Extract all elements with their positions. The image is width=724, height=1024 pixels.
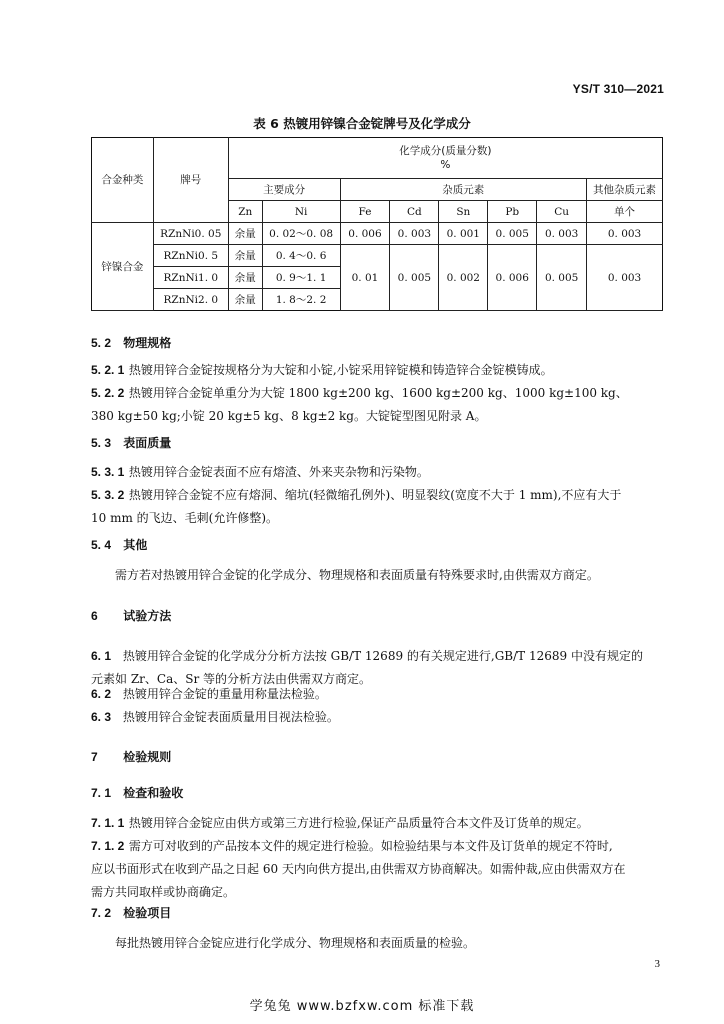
zn-cell: 余量 (228, 267, 262, 289)
section-5-2 (91, 332, 663, 355)
section-7-1: 7. 1 检查和验收 (91, 786, 184, 800)
clause-6-3: 6. 3 热镀用锌合金锭表面质量用目视法检验。 (91, 710, 339, 724)
grade-cell: RZnNi0. 5 (153, 245, 228, 267)
section-6: 6 试验方法 (91, 609, 172, 623)
header-sn: Sn (439, 201, 488, 223)
fe-cell: 0. 006 (340, 223, 390, 245)
zn-cell: 余量 (228, 289, 262, 311)
cu-cell: 0. 003 (537, 223, 587, 245)
clause-5-4-text: 需方若对热镀用锌合金锭的化学成分、物理规格和表面质量有特殊要求时,由供需双方商定。 (115, 568, 599, 582)
clause-6-1: 6. 1 热镀用锌合金锭的化学成分分析方法按 GB/T 12689 的有关规定进行,GB/T 12689 中没有规定的 元素如 Zr、Ca、Sr 等的分析方法由供需双方商定。 (91, 649, 643, 686)
section-5-4: 5. 4 其他 (91, 538, 148, 552)
cu-cell: 0. 005 (537, 245, 587, 311)
header-cu: Cu (537, 201, 587, 223)
zn-cell: 余量 (228, 245, 262, 267)
header-percent: % (440, 159, 451, 171)
ni-cell: 0. 4～0. 6 (262, 245, 340, 267)
table-row (92, 223, 663, 245)
header-zn: Zn (228, 201, 262, 223)
pb-cell: 0. 006 (488, 245, 537, 311)
clause-5-2-1: 5. 2. 1 热镀用锌合金锭按规格分为大锭和小锭,小锭采用锌锭模和铸造锌合金锭模铸成。 (91, 363, 553, 377)
footer-watermark: 学兔兔 www.bzfxw.com 标准下载 (249, 999, 475, 1014)
single-cell: 0. 003 (587, 245, 663, 311)
header-fe: Fe (340, 201, 390, 223)
clause-5-2-2: 5. 2. 2 热镀用锌合金锭单重分为大锭 1800 kg±200 kg、1600 kg±200 kg、1000 kg±100 kg、 380 kg±50 kg;小锭 20 kg±5 kg、8 kg±2 kg。大锭锭型图见附录 A。 (91, 386, 628, 423)
clause-6-2: 6. 2 热镀用锌合金锭的重量用称量法检验。 (91, 687, 327, 701)
ni-cell: 1. 8～2. 2 (262, 289, 340, 311)
document-code: YS/T 310—2021 (572, 82, 664, 96)
section-7-2: 7. 2 检验项目 (91, 906, 172, 920)
table-title: 表 6 热镀用锌镍合金锭牌号及化学成分 (253, 116, 471, 131)
clause-5-3-2: 5. 3. 2 热镀用锌合金锭不应有熔洞、缩坑(轻微缩孔例外)、明显裂纹(宽度不大于 1 mm),不应有大于 10 mm 的飞边、毛刺(允许修整)。 (91, 488, 622, 525)
clause-7-1-1: 7. 1. 1 热镀用锌合金锭应由供方或第三方进行检验,保证产品质量符合本文件及订货单的规定。 (91, 816, 589, 830)
page-number: 3 (654, 958, 660, 970)
header-grade: 牌号 (153, 138, 228, 223)
sn-cell: 0. 001 (439, 223, 488, 245)
section-7: 7 检验规则 (91, 750, 172, 764)
fe-cell: 0. 01 (340, 245, 390, 311)
header-pb: Pb (488, 201, 537, 223)
heading-5-2: 5. 2 物理规格 (91, 336, 172, 350)
header-cd: Cd (390, 201, 439, 223)
cd-cell: 0. 005 (390, 245, 439, 311)
header-impurity-elements: 杂质元素 (340, 179, 587, 201)
pb-cell: 0. 005 (488, 223, 537, 245)
composition-table (91, 137, 663, 311)
header-alloy-type: 合金种类 (92, 138, 154, 223)
header-ni: Ni (262, 201, 340, 223)
header-other-impurities: 其他杂质元素 (587, 179, 663, 201)
header-single: 单个 (587, 201, 663, 223)
grade-cell: RZnNi1. 0 (153, 267, 228, 289)
header-chem-label: 化学成分(质量分数) (399, 145, 492, 157)
clause-5-3-1: 5. 3. 1 热镀用锌合金锭表面不应有熔渣、外来夹杂物和污染物。 (91, 465, 429, 479)
ni-cell: 0. 9～1. 1 (262, 267, 340, 289)
zn-cell: 余量 (228, 223, 262, 245)
header-chemical-composition (228, 138, 662, 179)
single-cell: 0. 003 (587, 223, 663, 245)
grade-cell: RZnNi2. 0 (153, 289, 228, 311)
clause-7-1-2: 7. 1. 2 需方可对收到的产品按本文件的规定进行检验。如检验结果与本文件及订货单的规定不符时, 应以书面形式在收到产品之日起 60 天内向供方提出,由供需双方协商解决。如需仲裁,应由供需双方在 需方共同取样或协商确定。 (91, 839, 626, 899)
table-row (92, 245, 663, 267)
cd-cell: 0. 003 (390, 223, 439, 245)
sn-cell: 0. 002 (439, 245, 488, 311)
alloy-type-cell: 锌镍合金 (92, 223, 154, 311)
section-5-3: 5. 3 表面质量 (91, 436, 172, 450)
ni-cell: 0. 02～0. 08 (262, 223, 340, 245)
grade-cell: RZnNi0. 05 (153, 223, 228, 245)
clause-7-2-text: 每批热镀用锌合金锭应进行化学成分、物理规格和表面质量的检验。 (115, 936, 476, 950)
header-main-component: 主要成分 (228, 179, 340, 201)
